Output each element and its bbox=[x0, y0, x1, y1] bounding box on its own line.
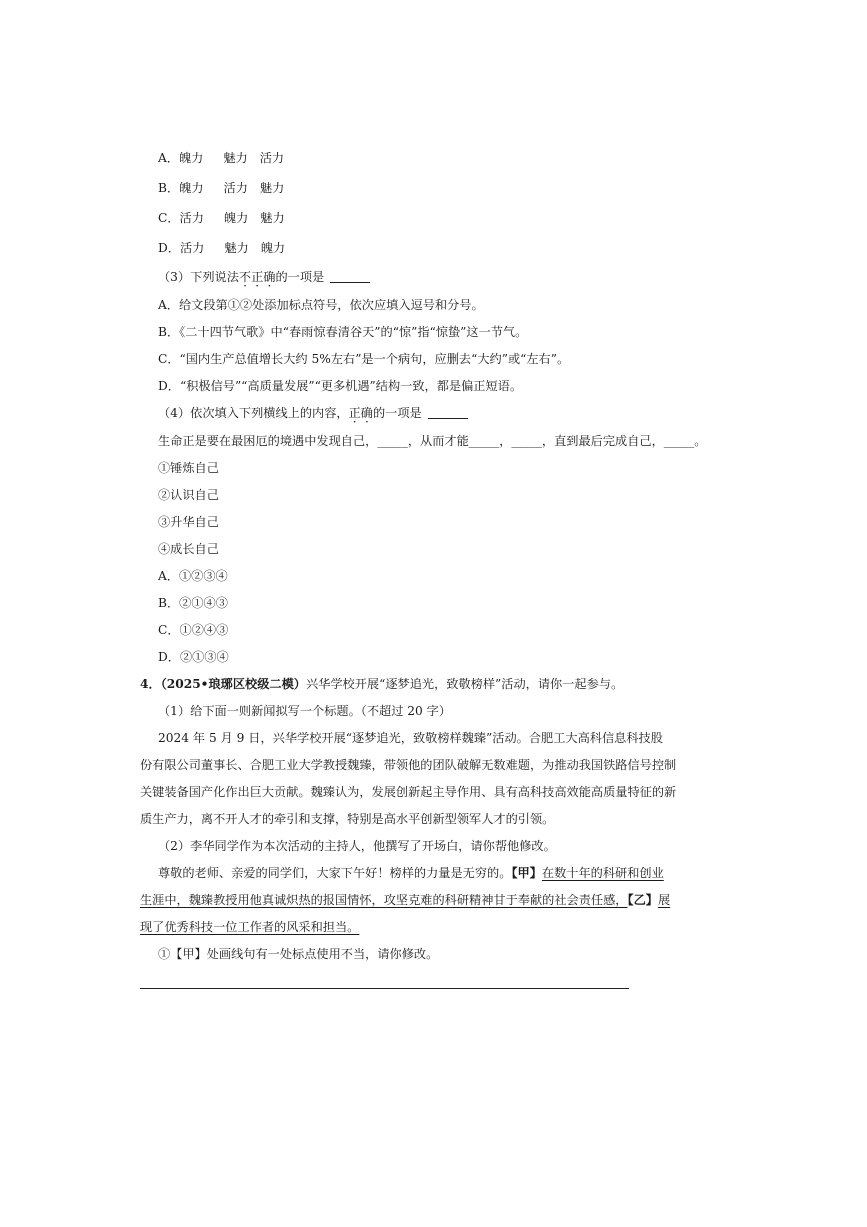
option-letter: D． bbox=[158, 241, 180, 255]
mark-jia: 【甲】 bbox=[511, 866, 542, 880]
list-item: ②认识自己 bbox=[158, 488, 219, 502]
option-letter: B． bbox=[158, 181, 180, 195]
option-row: A．给文段第①②处添加标点符号，依次应填入逗号和分号。 bbox=[158, 298, 484, 312]
answer-line[interactable] bbox=[140, 988, 629, 989]
mark-yi: 【乙】 bbox=[627, 893, 658, 907]
task-1: ①【甲】处画线句有一处标点使用不当，请你修改。 bbox=[158, 947, 439, 961]
option-row: C．①②④③ bbox=[158, 623, 229, 637]
option-letter: C． bbox=[158, 211, 180, 225]
question-source: （2025•琅琊区校级二模） bbox=[160, 677, 306, 691]
list-item: ④成长自己 bbox=[158, 542, 219, 556]
answer-blank[interactable] bbox=[428, 406, 468, 419]
option-row: B．《二十四节气歌》中“春雨惊春清谷天”的“惊”指“惊蛰”这一节气。 bbox=[158, 325, 528, 339]
answer-blank[interactable] bbox=[330, 270, 370, 283]
news-line: 质生产力，离不开人才的牵引和支撑，特别是高水平创新型领军人才的引领。 bbox=[140, 812, 555, 826]
option-letter: A． bbox=[158, 151, 179, 165]
question-4-header: 4．（2025•琅琊区校级二模）兴华学校开展“逐梦追光，致敬榜样”活动，请你一起参与。 bbox=[140, 677, 624, 691]
option-row: C．活力 魄力 魅力 bbox=[158, 211, 285, 225]
question-3-stem: （3）下列说法不正确的一项是 bbox=[158, 268, 370, 285]
option-row: A．魄力 魅力 活力 bbox=[158, 151, 285, 165]
list-item: ③升华自己 bbox=[158, 515, 219, 529]
sub-question-2: （2）李华同学作为本次活动的主持人，他撰写了开场白，请你帮他修改。 bbox=[158, 839, 556, 853]
news-line: 2024 年 5 月 9 日，兴华学校开展“逐梦追光，致敬榜样魏臻”活动。合肥工大高科信息科技股 bbox=[158, 731, 663, 745]
list-item: ①锤炼自己 bbox=[158, 461, 219, 475]
option-row: B．魄力 活力 魅力 bbox=[158, 181, 285, 195]
option-row: D．②①③④ bbox=[158, 650, 229, 664]
question-4-stem: （4）依次填入下列横线上的内容，正确的一项是 bbox=[158, 404, 468, 421]
speech-line: 现了优秀科技一位工作者的风采和担当。 bbox=[140, 920, 360, 934]
speech-line: 尊敬的老师、亲爱的同学们，大家下午好！榜样的力量是无穷的。【甲】在数十年的科研和创业 bbox=[158, 866, 664, 880]
news-line: 关键装备国产化作出巨大贡献。魏臻认为，发展创新起主导作用、具有高科技高效能高质量特征的新 bbox=[140, 785, 677, 799]
speech-line: 生涯中，魏臻教授用他真诚炽热的报国情怀，攻坚克难的科研精神甘于奉献的社会责任感，【乙】展 bbox=[140, 893, 671, 907]
option-row: B．②①④③ bbox=[158, 596, 228, 610]
option-row: D．“积极信号”“高质量发展”“更多机遇”结构一致，都是偏正短语。 bbox=[158, 379, 523, 393]
option-row: C．“国内生产总值增长大约 5%左右”是一个病句，应删去“大约”或“左右”。 bbox=[158, 352, 570, 366]
option-row: D．活力 魅力 魄力 bbox=[158, 241, 286, 255]
sub-question-1: （1）给下面一则新闻拟写一个标题。（不超过 20 字） bbox=[158, 704, 452, 718]
option-row: A．①②③④ bbox=[158, 569, 228, 583]
fill-sentence: 生命正是要在最困厄的境遇中发现自己，_____，从而才能_____，_____，直到最后完成自己，_____。 bbox=[158, 434, 707, 448]
news-line: 份有限公司董事长、合肥工业大学教授魏臻，带领他的团队破解无数难题，为推动我国铁路信号控制 bbox=[140, 758, 677, 772]
